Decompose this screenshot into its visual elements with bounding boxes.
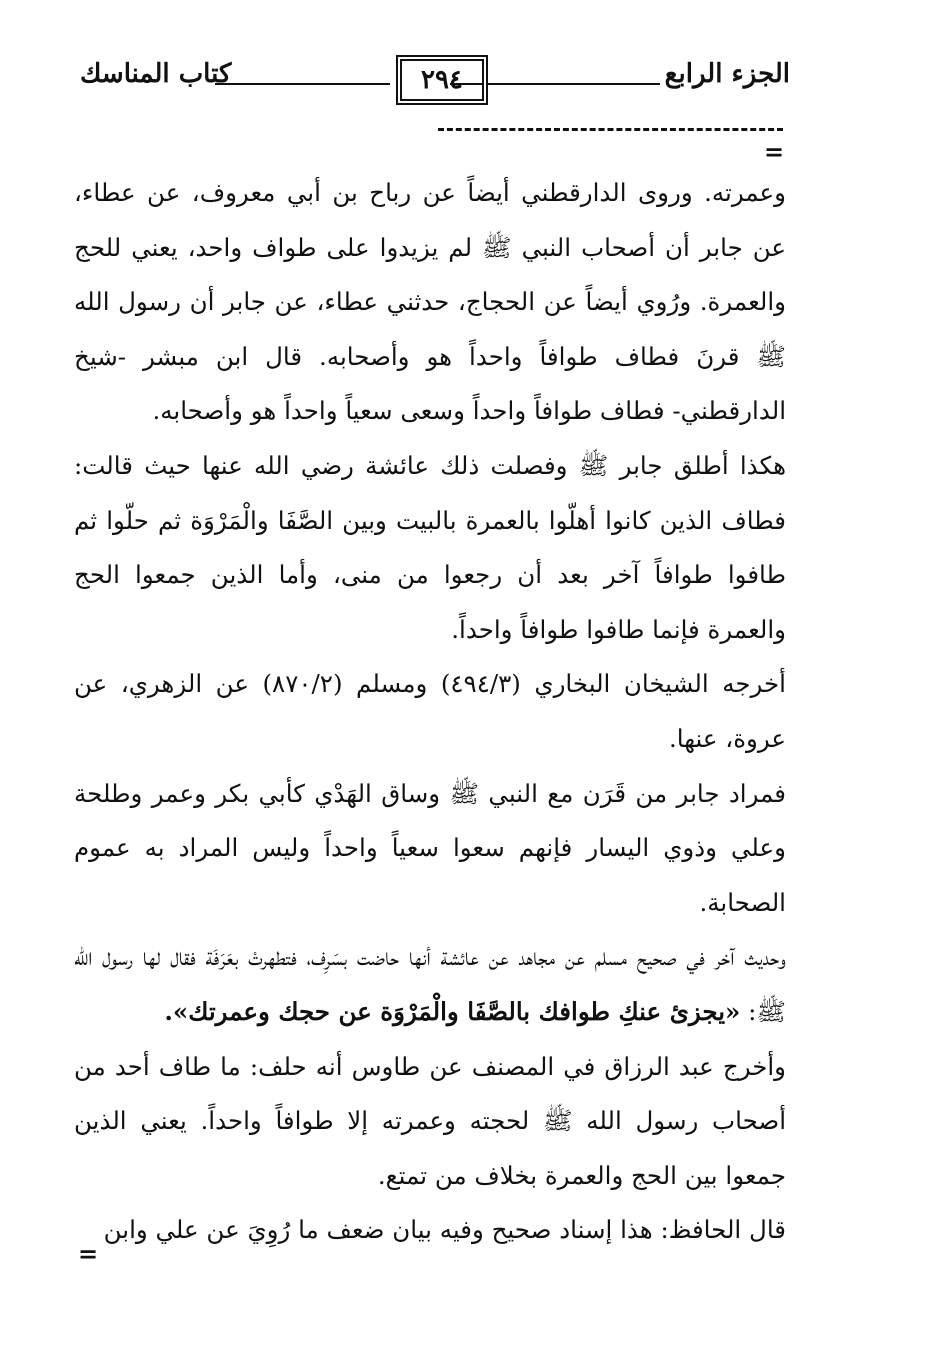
header-rule-left [215, 83, 390, 85]
paragraph-1: وعمرته. وروى الدارقطني أيضاً عن رباح بن أبي معروف، عن عطاء، عن جابر أن أصحاب النبي ﷺ لم يزيدوا على طواف واحد، يعني للحج والعمرة. ورُوي أيضاً عن الحجاج، حدثني عطاء، عن جابر أن رسول الله ﷺ قرنَ فطاف طوافاً واحداً هو وأصحابه. قال ابن مبشر -شيخ الدارقطني- فطاف طوافاً واحداً وسعى سعياً واحداً هو وأصحابه. [74, 178, 787, 426]
part-title: الجزء الرابع [664, 59, 790, 89]
main-text [74, 166, 786, 1258]
paragraph-5 [74, 930, 786, 1039]
paragraph-4: فمراد جابر من قَرَن مع النبي ﷺ وساق الهَدْي كأبي بكر وعمر وطلحة وعلي وذوي اليسار فإنهم سعوا سعياً واحداً وليس المراد به عموم الصحابة. [74, 778, 786, 917]
running-header [70, 55, 790, 105]
hadith-quote: «يجزئ عنكِ طوافك بالصَّفَا والْمَرْوَة عن حجك وعمرتك». [164, 996, 741, 1026]
paragraph-7: قال الحافظ: هذا إسناد صحيح وفيه بيان ضعف ما رُوِيَ عن علي وابن [103, 1215, 786, 1245]
paragraph-3: أخرجه الشيخان البخاري (٤٩٤/٣) ومسلم (٨٧٠/٢) عن الزهري، عن عروة، عنها. [74, 669, 786, 753]
continuation-mark-bottom: = [78, 1239, 99, 1268]
book-title: كتاب المناسك [80, 59, 232, 89]
page-number: ٢٩٤ [400, 59, 484, 101]
paragraph-6: وأخرج عبد الرزاق في المصنف عن طاوس أنه حلف: ما طاف أحد من أصحاب رسول الله ﷺ لحجته وعمرته إلا طوافاً واحداً. يعني الذين جمعوا بين الحج والعمرة بخلاف من تمتع. [74, 1051, 786, 1190]
paragraph-5-text: وحديث آخر في صحيح مسلم عن مجاهد عن عائشة أنها حاضت بسَرِف، فتطهرتْ بعَرَفَة فقال لها رسول الله ﷺ: [74, 942, 786, 1026]
dashed-separator [438, 128, 783, 131]
continuation-mark-top: = [764, 137, 785, 166]
paragraph-2: هكذا أطلق جابر ﷺ وفصلت ذلك عائشة رضي الله عنها حيث قالت: فطاف الذين كانوا أهلّوا بالعمرة بالبيت وبين الصَّفَا والْمَرْوَة ثم حلّوا ثم طافوا طوافاً آخر بعد أن رجعوا من منى، وأما الذين جمعوا الحج والعمرة فإنما طافوا طوافاً واحداً. [74, 450, 786, 644]
